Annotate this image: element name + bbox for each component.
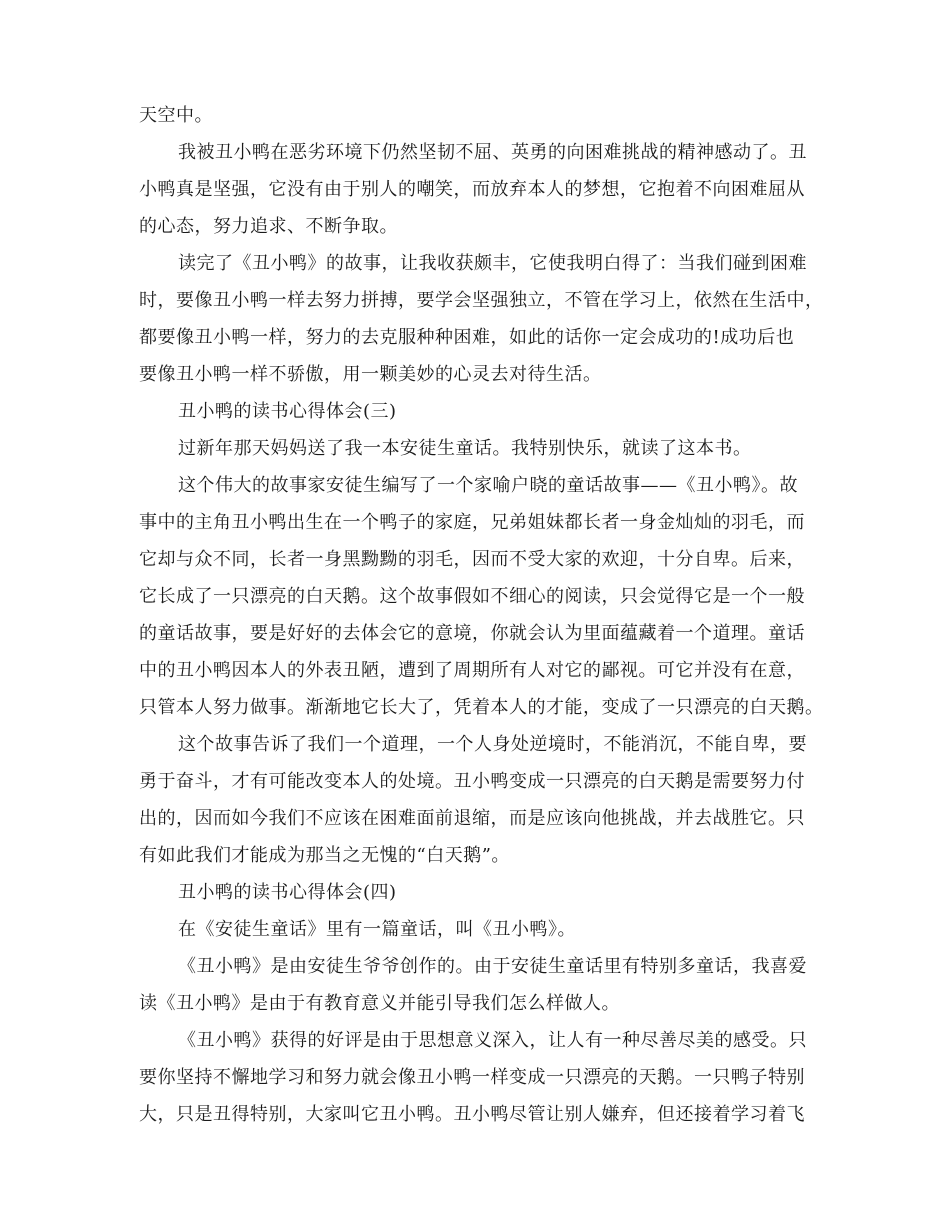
text-line: 要你坚持不懈地学习和努力就会像丑小鸭一样变成一只漂亮的天鹅。一只鸭子特别 — [139, 1067, 805, 1088]
text-line: 时，要像丑小鸭一样去努力拼搏，要学会坚强独立，不管在学习上，依然在生活中， — [139, 290, 824, 311]
text-line: 天空中。 — [139, 105, 213, 126]
text-line: 中的丑小鸭因本人的外表丑陋，遭到了周期所有人对它的鄙视。可它并没有在意， — [139, 660, 805, 681]
text-line: 《丑小鸭》获得的好评是由于思想意义深入，让人有一种尽善尽美的感受。只 — [178, 1030, 807, 1051]
text-line: 有如此我们才能成为那当之无愧的“白天鹅”。 — [139, 845, 510, 866]
text-line: 丑小鸭的读书心得体会(三) — [178, 401, 397, 422]
text-line: 大，只是丑得特别，大家叫它丑小鸭。丑小鸭尽管让别人嫌弃，但还接着学习着飞 — [139, 1104, 805, 1125]
text-line: 读完了《丑小鸭》的故事，让我收获颇丰，它使我明白得了：当我们碰到困难 — [178, 253, 807, 274]
text-line: 都要像丑小鸭一样，努力的去克服种种困难，如此的话你一定会成功的!成功后也 — [139, 327, 795, 348]
text-line: 勇于奋斗，才有可能改变本人的处境。丑小鸭变成一只漂亮的白天鹅是需要努力付 — [139, 771, 805, 792]
text-line: 的童话故事，要是好好的去体会它的意境，你就会认为里面蕴藏着一个道理。童话 — [139, 623, 805, 644]
text-line: 这个故事告诉了我们一个道理，一个人身处逆境时，不能消沉，不能自卑，要 — [178, 734, 807, 755]
text-line: 它却与众不同，长者一身黑黝黝的羽毛，因而不受大家的欢迎，十分自卑。后来， — [139, 549, 805, 570]
text-line: 要像丑小鸭一样不骄傲，用一颗美妙的心灵去对待生活。 — [139, 364, 602, 385]
text-line: 在《安徒生童话》里有一篇童话，叫《丑小鸭》。 — [178, 919, 576, 940]
text-line: 只管本人努力做事。渐渐地它长大了，凭着本人的才能，变成了一只漂亮的白天鹅。 — [139, 697, 824, 718]
text-line: 它长成了一只漂亮的白天鹅。这个故事假如不细心的阅读，只会觉得它是一个一般 — [139, 586, 805, 607]
text-line: 这个伟大的故事家安徒生编写了一个家喻户晓的童话故事——《丑小鸭》。故 — [178, 475, 798, 496]
text-line: 丑小鸭的读书心得体会(四) — [178, 882, 397, 903]
text-line: 我被丑小鸭在恶劣环境下仍然坚韧不屈、英勇的向困难挑战的精神感动了。丑 — [178, 142, 807, 163]
text-line: 小鸭真是坚强，它没有由于别人的嘲笑，而放弃本人的梦想，它抱着不向困难屈从 — [139, 179, 805, 200]
text-line: 事中的主角丑小鸭出生在一个鸭子的家庭，兄弟姐妹都长者一身金灿灿的羽毛，而 — [139, 512, 805, 533]
text-line: 出的，因而如今我们不应该在困难面前退缩，而是应该向他挑战，并去战胜它。只 — [139, 808, 805, 829]
text-line: 读《丑小鸭》是由于有教育意义并能引导我们怎么样做人。 — [139, 993, 620, 1014]
text-line: 的心态，努力追求、不断争取。 — [139, 216, 398, 237]
text-line: 《丑小鸭》是由安徒生爷爷创作的。由于安徒生童话里有特别多童话，我喜爱 — [178, 956, 807, 977]
text-line: 过新年那天妈妈送了我一本安徒生童话。我特别快乐，就读了这本书。 — [178, 438, 752, 459]
